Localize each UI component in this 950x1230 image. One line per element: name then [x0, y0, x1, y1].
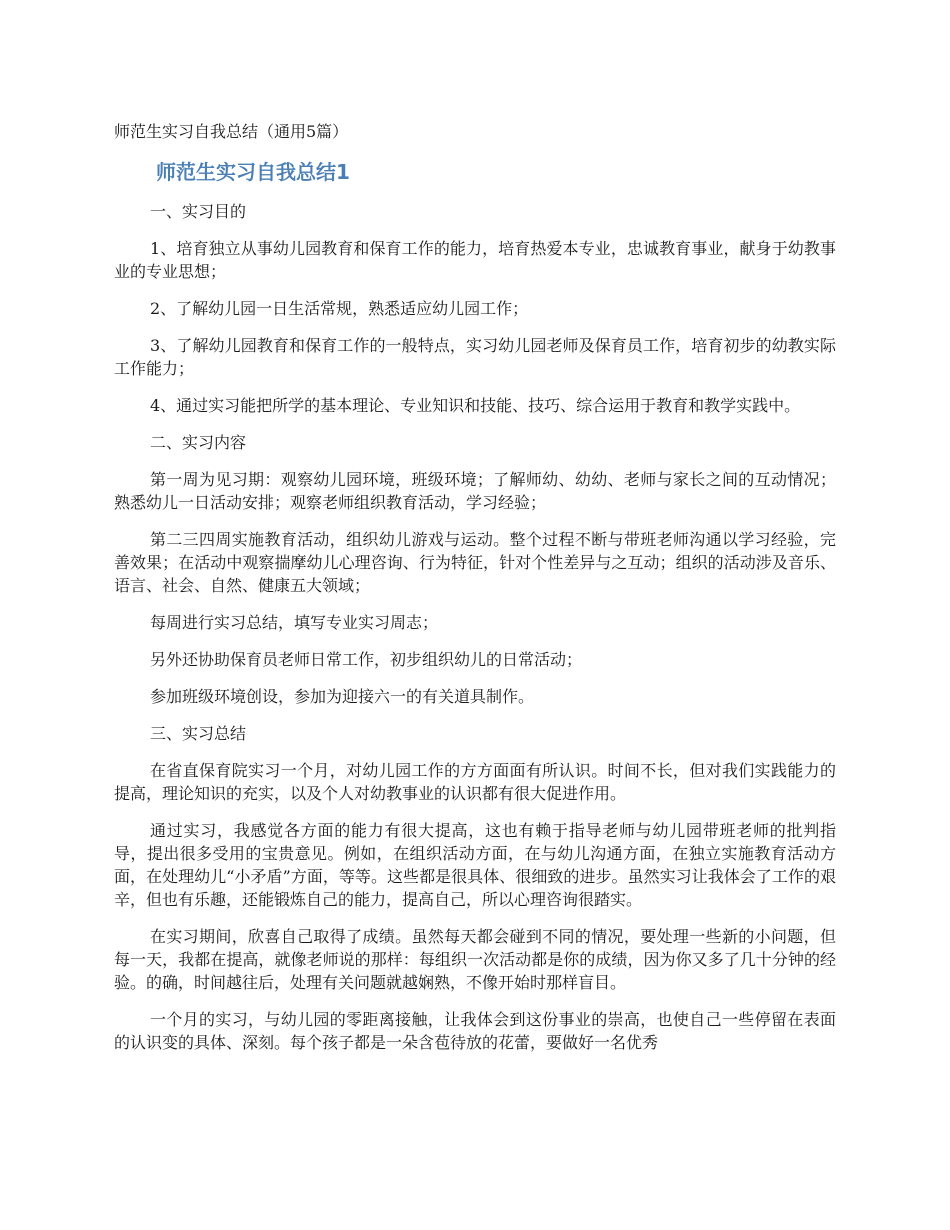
paragraph-purpose-4: 4、通过实习能把所学的基本理论、专业知识和技能、技巧、综合运用于教育和教学实践中。: [150, 396, 801, 415]
paragraph-content-week234: 第二三四周实施教育活动，组织幼儿游戏与运动。整个过程不断与带班老师沟通以学习经验，完善效果；在活动中观察揣摩幼儿心理咨询、行为特征，针对个性差异与之互动；组织的活动涉及音乐、语言、社会、自然、健康五大领域；: [114, 530, 836, 595]
document-page: [114, 118, 836, 1068]
paragraph-summary-1: 在省直保育院实习一个月，对幼儿园工作的方方面面有所认识。时间不长，但对我们实践能力的提高，理论知识的充实，以及个人对幼教事业的认识都有很大促进作用。: [114, 761, 836, 803]
paragraph-content-week1: 第一周为见习期：观察幼儿园环境，班级环境；了解师幼、幼幼、老师与家长之间的互动情况；熟悉幼儿一日活动安排；观察老师组织教育活动，学习经验；: [114, 470, 836, 512]
paragraph-content-heading: 二、实习内容: [150, 433, 247, 452]
paragraph-purpose-heading: 一、实习目的: [150, 202, 247, 221]
paragraph-purpose-3: 3、了解幼儿园教育和保育工作的一般特点，实习幼儿园老师及保育员工作，培育初步的幼教实际工作能力；: [114, 336, 836, 378]
paragraph-content-weekly: 每周进行实习总结，填写专业实习周志；: [150, 613, 439, 632]
paragraph-summary-3: 在实习期间，欣喜自己取得了成绩。虽然每天都会碰到不同的情况，要处理一些新的小问题，但每一天，我都在提高，就像老师说的那样：每组织一次活动都是你的成绩，因为你又多了几十分钟的经验。的确，时间越往后，处理有关问题就越娴熟，不像开始时那样盲目。: [114, 927, 836, 992]
paragraph-summary-heading: 三、实习总结: [150, 724, 247, 743]
document-title: 师范生实习自我总结（通用5篇）: [114, 122, 349, 141]
paragraph-content-assist: 另外还协助保育员老师日常工作，初步组织幼儿的日常活动；: [150, 650, 583, 669]
paragraph-purpose-2: 2、了解幼儿园一日生活常规，熟悉适应幼儿园工作；: [150, 299, 529, 318]
paragraph-summary-4: 一个月的实习，与幼儿园的零距离接触，让我体会到这份事业的崇高，也使自己一些停留在表面的认识变的具体、深刻。每个孩子都是一朵含苞待放的花蕾，要做好一名优秀: [114, 1010, 836, 1052]
paragraph-purpose-1: 1、培育独立从事幼儿园教育和保育工作的能力，培育热爱本专业，忠诚教育事业，献身于幼教事业的专业思想；: [114, 239, 836, 281]
paragraph-content-environment: 参加班级环境创设，参加为迎接六一的有关道具制作。: [150, 687, 535, 706]
section-heading: 师范生实习自我总结1: [156, 160, 350, 184]
paragraph-summary-2: 通过实习，我感觉各方面的能力有很大提高，这也有赖于指导老师与幼儿园带班老师的批判指导，提出很多受用的宝贵意见。例如，在组织活动方面，在与幼儿沟通方面，在独立实施教育活动方面，在处理幼儿“小矛盾”方面，等等。这些都是很具体、很细致的进步。虽然实习让我体会了工作的艰辛，但也有乐趣，还能锻炼自己的能力，提高自己，所以心理咨询很踏实。: [114, 821, 836, 909]
